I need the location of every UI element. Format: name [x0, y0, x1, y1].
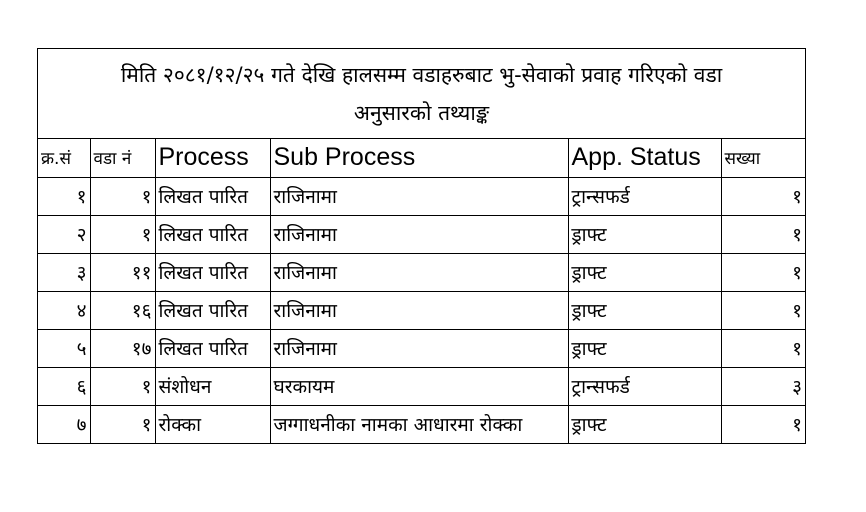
- title-line-2: अनुसारको तथ्याङ्क: [353, 101, 490, 125]
- cell-ward: १: [90, 215, 155, 253]
- cell-count: १: [721, 177, 805, 215]
- cell-app-status: ट्रान्सफर्ड: [568, 177, 721, 215]
- cell-process: लिखत पारित: [155, 215, 270, 253]
- report-sheet: [37, 48, 806, 444]
- header-ward: वडा नं: [90, 139, 155, 177]
- header-count: सख्या: [721, 139, 805, 177]
- cell-sn: ३: [38, 253, 90, 291]
- cell-sub-process: राजिनामा: [270, 253, 568, 291]
- data-table: [38, 139, 805, 443]
- cell-sub-process: राजिनामा: [270, 291, 568, 329]
- cell-process: रोक्का: [155, 405, 270, 443]
- table-row: [38, 177, 805, 215]
- cell-ward: १: [90, 177, 155, 215]
- cell-sn: ६: [38, 367, 90, 405]
- cell-sn: १: [38, 177, 90, 215]
- table-row: [38, 405, 805, 443]
- cell-count: ३: [721, 367, 805, 405]
- cell-count: १: [721, 291, 805, 329]
- cell-app-status: ड्राफ्ट: [568, 253, 721, 291]
- cell-sub-process: घरकायम: [270, 367, 568, 405]
- header-sub-process: Sub Process: [270, 139, 568, 177]
- cell-count: १: [721, 253, 805, 291]
- cell-app-status: ड्राफ्ट: [568, 405, 721, 443]
- cell-process: संशोधन: [155, 367, 270, 405]
- cell-ward: १: [90, 367, 155, 405]
- header-app-status: App. Status: [568, 139, 721, 177]
- table-row: [38, 215, 805, 253]
- report-title: [38, 49, 805, 139]
- cell-process: लिखत पारित: [155, 329, 270, 367]
- cell-app-status: ड्राफ्ट: [568, 215, 721, 253]
- header-process: Process: [155, 139, 270, 177]
- cell-count: १: [792, 414, 802, 437]
- cell-process: लिखत पारित: [155, 177, 270, 215]
- table-row: [38, 253, 805, 291]
- cell-sn: ५: [38, 329, 90, 367]
- header-sn: क्र.सं: [38, 139, 90, 177]
- cell-count: १: [721, 215, 805, 253]
- cell-sn: २: [38, 215, 90, 253]
- cell-sub-process: राजिनामा: [270, 329, 568, 367]
- cell-process: लिखत पारित: [155, 291, 270, 329]
- cell-sub-process: जग्गाधनीका नामका आधारमा रोक्का: [270, 405, 568, 443]
- table-row: [38, 291, 805, 329]
- cell-count: १: [721, 329, 805, 367]
- cell-app-status: ड्राफ्ट: [568, 329, 721, 367]
- cell-app-status: ड्राफ्ट: [568, 291, 721, 329]
- cell-ward: १७: [90, 329, 155, 367]
- cell-ward: ११: [90, 253, 155, 291]
- cell-app-status: ट्रान्सफर्ड: [568, 367, 721, 405]
- table-row: [38, 367, 805, 405]
- cell-sub-process: राजिनामा: [270, 177, 568, 215]
- cell-process: लिखत पारित: [155, 253, 270, 291]
- cell-ward: १६: [90, 291, 155, 329]
- cell-sub-process: राजिनामा: [270, 215, 568, 253]
- cell-sn: ७: [38, 405, 90, 443]
- title-line-1: मिति २०८१/१२/२५ गते देखि हालसम्म वडाहरुबाट भु-सेवाको प्रवाह गरिएको वडा: [120, 63, 723, 87]
- cell-sn: ४: [38, 291, 90, 329]
- cell-ward: १: [90, 405, 155, 443]
- header-row: [38, 139, 805, 177]
- table-row: [38, 329, 805, 367]
